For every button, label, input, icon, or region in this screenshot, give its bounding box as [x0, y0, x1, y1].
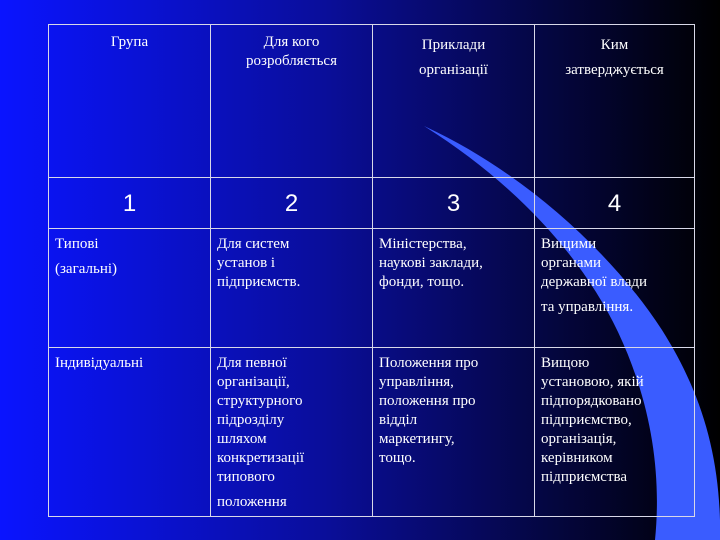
- cell-line: положення про: [379, 393, 476, 409]
- cell-line: Вищими: [541, 236, 597, 252]
- header-line: розробляється: [246, 53, 337, 69]
- header-cell-for-whom: [211, 25, 373, 178]
- cell-line: Для певної: [217, 355, 287, 371]
- cell-line: конкретизації: [217, 450, 305, 466]
- cell-group: [49, 229, 211, 348]
- header-line: Ким: [600, 37, 629, 53]
- cell-line: підрозділу: [217, 412, 285, 428]
- cell-line: організації,: [217, 374, 290, 390]
- header-line: організації: [419, 62, 488, 78]
- cell-for-whom: [211, 348, 373, 517]
- cell-line: положення: [217, 494, 287, 510]
- column-number: 2: [211, 178, 373, 229]
- header-cell-approved-by: [535, 25, 695, 178]
- cell-line: відділ: [379, 412, 418, 428]
- cell-approved-by: [535, 229, 695, 348]
- cell-line: шляхом: [217, 431, 267, 447]
- table-header-row: [49, 25, 695, 178]
- column-number: 1: [49, 178, 211, 229]
- cell-line: Вищою: [541, 355, 590, 371]
- cell-line: органами: [541, 255, 602, 271]
- cell-line: Індивідуальні: [55, 355, 144, 371]
- header-line: Для кого: [263, 34, 320, 50]
- cell-line: організація,: [541, 431, 617, 447]
- column-number-row: [49, 178, 695, 229]
- cell-line: (загальні): [55, 261, 118, 277]
- header-line: Група: [110, 34, 149, 50]
- cell-line: підпорядковано: [541, 393, 642, 409]
- cell-line: типового: [217, 469, 275, 485]
- cell-line: та управління.: [541, 299, 634, 315]
- header-line: Приклади: [421, 37, 486, 53]
- cell-line: наукові заклади,: [379, 255, 483, 271]
- cell-line: структурного: [217, 393, 303, 409]
- column-number: 4: [535, 178, 695, 229]
- cell-group: [49, 348, 211, 517]
- cell-line: підприємство,: [541, 412, 632, 428]
- cell-line: маркетингу,: [379, 431, 455, 447]
- cell-line: установою, якій: [541, 374, 644, 390]
- header-cell-group: [49, 25, 211, 178]
- table-row: [49, 348, 695, 517]
- cell-line: Міністерства,: [379, 236, 467, 252]
- cell-line: державної влади: [541, 274, 648, 290]
- cell-line: керівником: [541, 450, 613, 466]
- cell-line: підприємства: [541, 469, 628, 485]
- cell-examples: [373, 348, 535, 517]
- cell-line: фонди, тощо.: [379, 274, 465, 290]
- cell-line: установ і: [217, 255, 276, 271]
- cell-examples: [373, 229, 535, 348]
- header-line: затверджується: [565, 62, 664, 78]
- cell-for-whom: [211, 229, 373, 348]
- column-number: 3: [373, 178, 535, 229]
- cell-line: управління,: [379, 374, 454, 390]
- approval-table: [48, 24, 695, 517]
- cell-line: підприємств.: [217, 274, 301, 290]
- table-row: [49, 229, 695, 348]
- cell-line: Типові: [55, 236, 99, 252]
- cell-line: Для систем: [217, 236, 290, 252]
- cell-line: тощо.: [379, 450, 416, 466]
- cell-line: Положення про: [379, 355, 479, 371]
- cell-approved-by: [535, 348, 695, 517]
- header-cell-examples: [373, 25, 535, 178]
